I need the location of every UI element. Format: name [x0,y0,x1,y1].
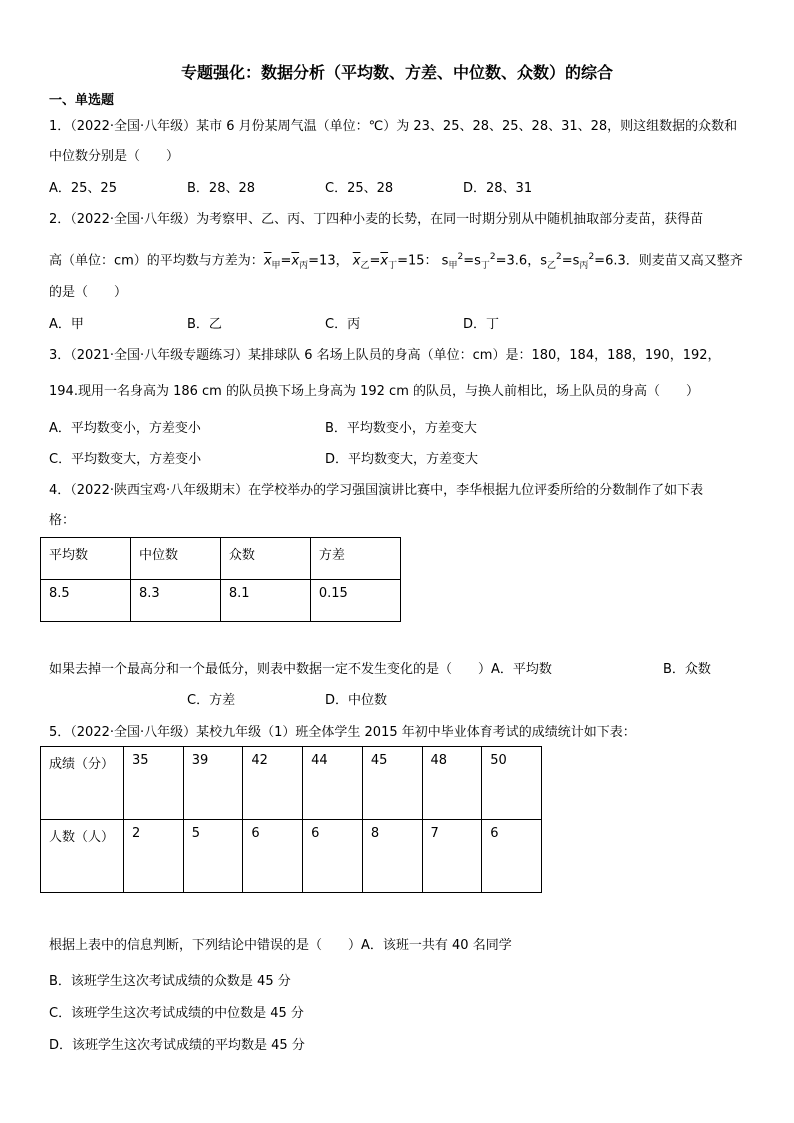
table-row [41,580,401,622]
q3-stem-line2: 194.现用一名身高为 186 cm 的队员换下场上身高为 192 cm 的队员，与换人前相比，场上队员的身高（ ） [49,384,699,399]
q2-stem-line1: 2．（2022·全国·八年级）为考察甲、乙、丙、丁四种小麦的长势，在同一时期分别从中随机抽取部分麦苗，获得苗 [49,212,704,227]
table-header-cell: 成绩（分） [41,747,124,820]
q5-option-c: C．该班学生这次考试成绩的中位数是 45 分 [49,1006,304,1021]
table-cell: 0.15 [310,580,400,622]
q5-question-with-option-a: 根据上表中的信息判断，下列结论中错误的是（ ）A．该班一共有 40 名同学 [49,938,512,953]
q3-option-d: D．平均数变大，方差变大 [325,452,479,467]
table-row [41,820,542,893]
table-row [41,538,401,580]
q4-stem-line1: 4．（2022·陕西宝鸡·八年级期末）在学校举办的学习强国演讲比赛中，李华根据九位评委所给的分数制作了如下表 [49,483,704,498]
table-cell: 8 [362,820,422,893]
q5-option-b: B．该班学生这次考试成绩的众数是 45 分 [49,974,291,989]
table-cell: 50 [482,747,542,820]
table-header-cell: 中位数 [130,538,220,580]
section-heading: 一、单选题 [49,93,115,108]
q4-option-d: D．中位数 [325,693,388,708]
table-cell: 42 [243,747,303,820]
table-cell: 44 [303,747,363,820]
q1-option-c: C．25、28 [325,181,394,196]
table-header-cell: 众数 [220,538,310,580]
q4-option-c: C．方差 [187,693,236,708]
table-cell: 6 [243,820,303,893]
table-cell: 8.1 [220,580,310,622]
q4-stats-table [40,537,401,622]
q1-option-b: B．28、28 [187,181,256,196]
q2-stem-line2: 高（单位：cm）的平均数与方差为：$\overline{x}_甲=\overline{x}_丙=13$， $\overline{x}_乙=\overline{x}_丁=15$： $s_甲^2=s_丁^2=3.6$，$s_乙^2=s_丙^2=6.3$．则麦苗又高又整齐 [49,252,743,271]
table-cell: 45 [362,747,422,820]
table-cell: 39 [183,747,243,820]
q2-option-c: C．丙 [325,317,361,332]
table-cell: 35 [124,747,184,820]
table-cell: 8.3 [130,580,220,622]
q2-option-a: A．甲 [49,317,84,332]
q4-question-with-option-a: 如果去掉一个最高分和一个最低分，则表中数据一定不发生变化的是（ ）A．平均数 [49,662,552,677]
table-header-cell: 方差 [310,538,400,580]
q4-stem-line2: 格： [49,513,76,528]
q5-stem-line1: 5．（2022·全国·八年级）某校九年级（1）班全体学生 2015 年初中毕业体育考试的成绩统计如下表： [49,725,636,740]
q1-option-d: D．28、31 [463,181,533,196]
table-cell: 2 [124,820,184,893]
table-header-cell: 平均数 [41,538,131,580]
q3-option-b: B．平均数变小，方差变大 [325,421,477,436]
q3-option-a: A．平均数变小，方差变小 [49,421,201,436]
q2-option-b: B．乙 [187,317,222,332]
q3-stem-line1: 3．（2021·全国·八年级专题练习）某排球队 6 名场上队员的身高（单位：cm）是：180，184，188，190，192， [49,348,721,363]
table-cell: 48 [422,747,482,820]
q1-option-a: A．25、25 [49,181,117,196]
q5-option-d: D．该班学生这次考试成绩的平均数是 45 分 [49,1038,305,1053]
table-cell: 7 [422,820,482,893]
table-row [41,747,542,820]
table-cell: 6 [303,820,363,893]
q3-option-c: C．平均数变大，方差变小 [49,452,202,467]
table-header-cell: 人数（人） [41,820,124,893]
q1-stem-line1: 1．（2022·全国·八年级）某市 6 月份某周气温（单位：℃）为 23、25、28、25、28、31、28，则这组数据的众数和 [49,119,738,134]
table-cell: 5 [183,820,243,893]
table-cell: 8.5 [41,580,131,622]
q1-stem-line2: 中位数分别是（ ） [49,149,180,164]
q4-option-b: B．众数 [663,662,711,677]
table-cell: 6 [482,820,542,893]
page-title: 专题强化：数据分析（平均数、方差、中位数、众数）的综合 [180,63,613,82]
q2-option-d: D．丁 [463,317,500,332]
q2-stem-line3: 的是（ ） [49,285,128,300]
q5-score-table [40,746,542,893]
